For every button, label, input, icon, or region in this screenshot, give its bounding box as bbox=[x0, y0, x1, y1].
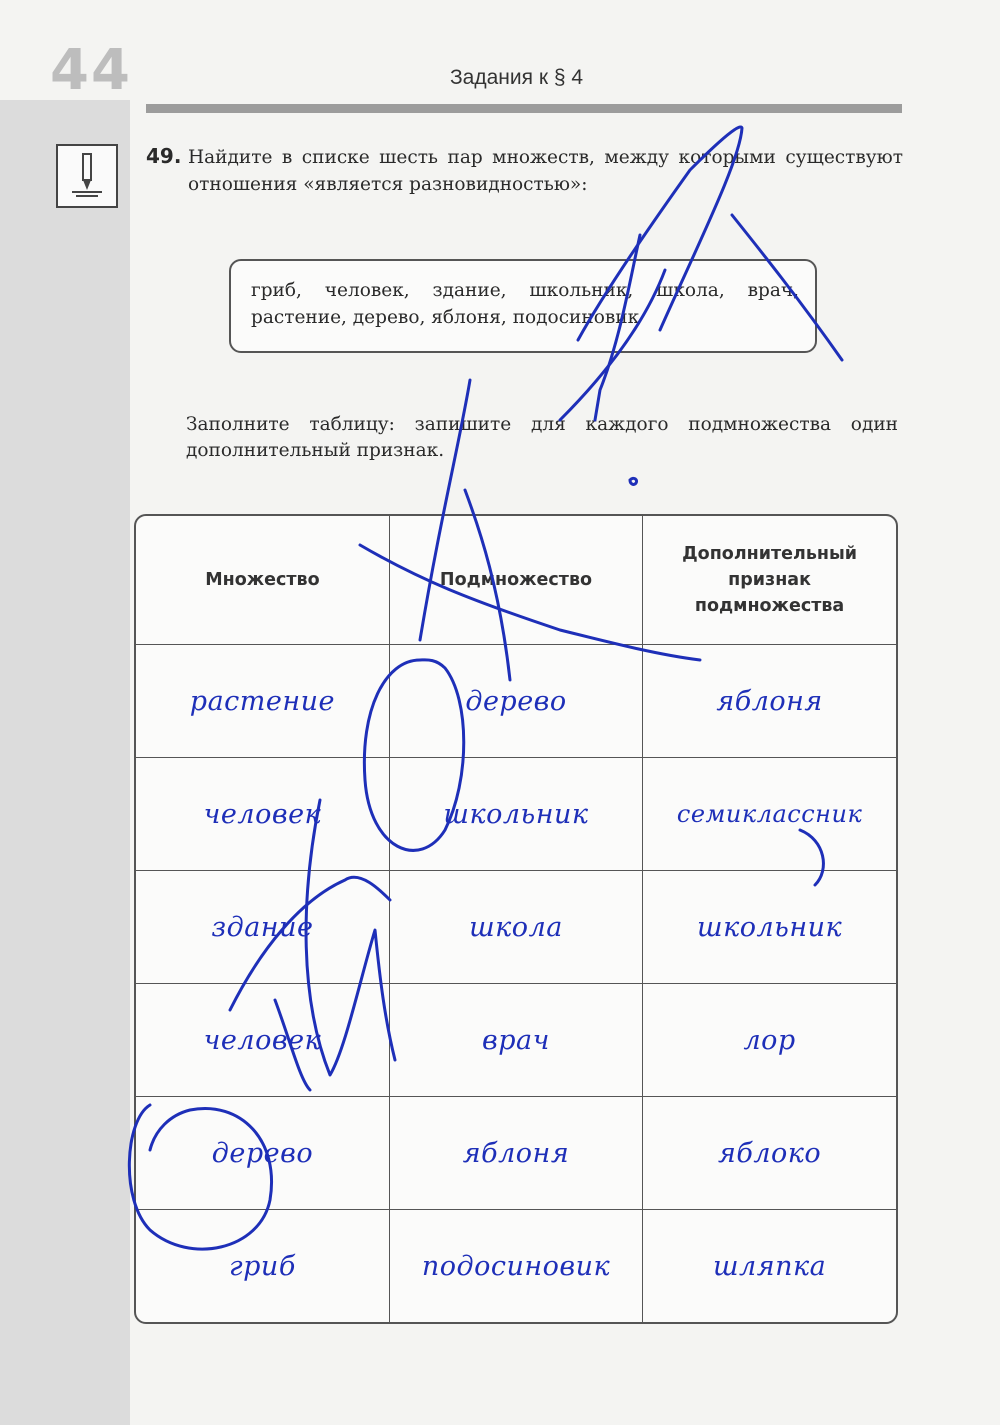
column-header-feature bbox=[643, 516, 896, 645]
table-cell[interactable] bbox=[643, 758, 896, 871]
table-cell[interactable] bbox=[643, 645, 896, 758]
handwritten-answer: шляпка bbox=[712, 1250, 827, 1282]
column-header-feature-label: Дополнительный признак подмножества bbox=[682, 544, 858, 616]
handwritten-answer: растение bbox=[189, 685, 336, 717]
table-cell[interactable] bbox=[136, 758, 389, 871]
task-text: Найдите в списке шесть пар множеств, между которыми существуют отношения «является разновидностью»: bbox=[188, 147, 903, 195]
table-cell[interactable] bbox=[389, 758, 642, 871]
table-row bbox=[136, 984, 896, 1097]
handwritten-answer: дерево bbox=[465, 685, 567, 717]
handwritten-answer: человек bbox=[203, 1024, 322, 1056]
answer-table bbox=[134, 514, 898, 1324]
word-list: гриб, человек, здание, школьник, школа, врач, растение, дерево, яблоня, подосиновик bbox=[251, 280, 799, 328]
table-cell[interactable] bbox=[643, 1097, 896, 1210]
handwritten-answer: школа bbox=[469, 911, 563, 943]
table-header-row bbox=[136, 516, 896, 645]
table-row bbox=[136, 758, 896, 871]
table-cell[interactable] bbox=[389, 1097, 642, 1210]
table-cell[interactable] bbox=[389, 984, 642, 1097]
header-divider bbox=[146, 104, 902, 113]
table-row bbox=[136, 871, 896, 984]
column-header-subset: Подмножество bbox=[389, 516, 642, 645]
section-title: Задания к § 4 bbox=[450, 66, 584, 89]
table-cell[interactable] bbox=[389, 645, 642, 758]
handwritten-answer: здание bbox=[211, 911, 314, 943]
table-cell[interactable] bbox=[136, 645, 389, 758]
table-cell[interactable] bbox=[643, 1210, 896, 1323]
handwritten-answer: семиклассник bbox=[676, 800, 863, 828]
pencil-task-icon bbox=[56, 144, 118, 208]
handwritten-answer: гриб bbox=[229, 1250, 296, 1282]
table-row bbox=[136, 1097, 896, 1210]
handwritten-answer: школьник bbox=[443, 798, 589, 830]
handwritten-answer: школьник bbox=[697, 911, 843, 943]
column-header-set: Множество bbox=[136, 516, 389, 645]
scribble-stroke bbox=[630, 478, 637, 484]
table-cell[interactable] bbox=[389, 871, 642, 984]
task-number: 49. bbox=[146, 144, 182, 168]
table-cell[interactable] bbox=[643, 871, 896, 984]
handwritten-answer: человек bbox=[203, 798, 322, 830]
word-list-box bbox=[229, 259, 817, 353]
handwritten-answer: подосиновик bbox=[421, 1250, 611, 1282]
handwritten-answer: яблоня bbox=[716, 685, 823, 717]
handwritten-answer: яблоня bbox=[462, 1137, 570, 1169]
handwritten-answer: врач bbox=[482, 1024, 550, 1056]
handwritten-answer: дерево bbox=[211, 1137, 314, 1169]
instruction-text: Заполните таблицу: запишите для каждого подмножества один дополнительный признак. bbox=[186, 414, 898, 461]
handwritten-answer: яблоко bbox=[717, 1137, 822, 1169]
table-cell[interactable] bbox=[136, 871, 389, 984]
table-cell[interactable] bbox=[136, 1210, 389, 1323]
table-cell[interactable] bbox=[136, 1097, 389, 1210]
margin-strip bbox=[0, 100, 130, 1425]
page-number: 44 bbox=[50, 38, 132, 103]
table-cell[interactable] bbox=[389, 1210, 642, 1323]
table-cell[interactable] bbox=[136, 984, 389, 1097]
handwritten-answer: лор bbox=[743, 1024, 796, 1056]
table-cell[interactable] bbox=[643, 984, 896, 1097]
table-row bbox=[136, 1210, 896, 1323]
table-row bbox=[136, 645, 896, 758]
